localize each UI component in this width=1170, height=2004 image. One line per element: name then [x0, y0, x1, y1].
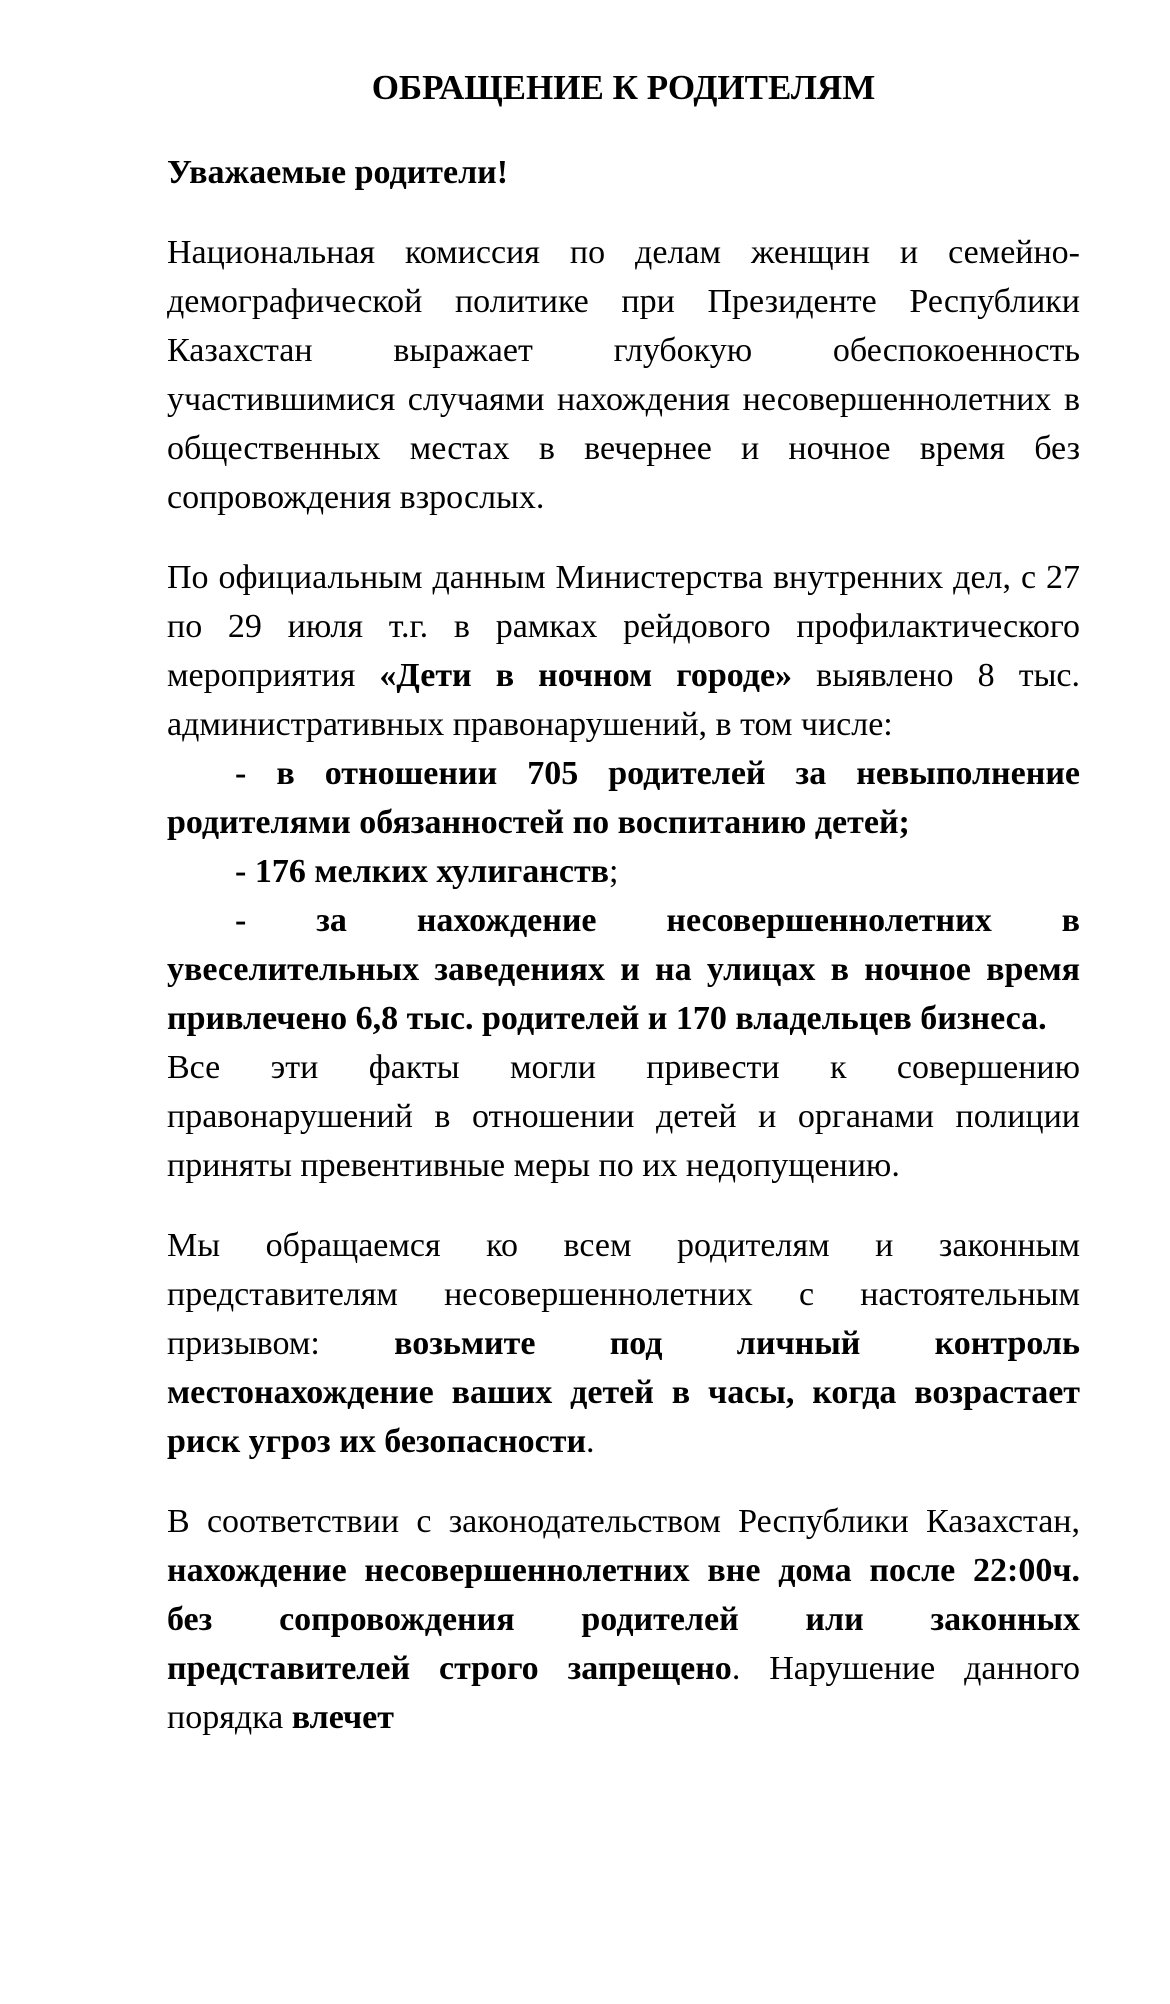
- document-title: ОБРАЩЕНИЕ К РОДИТЕЛЯМ: [371, 68, 876, 107]
- paragraph-preventive-measures: Все эти факты могли привести к совершению правонарушений в отношении детей и органами полиции приняты превентивные меры по их недопущению.: [167, 1049, 1080, 1184]
- mvd-outro-text: выявлено 8 тыс. административных правонарушений, в том числе:: [167, 657, 1081, 743]
- list-item-punctuation: ;: [609, 853, 619, 890]
- greeting: Уважаемые родители!: [167, 154, 509, 191]
- list-item-parents-705: [167, 749, 1080, 847]
- list-item-hooliganism: [167, 847, 1080, 896]
- paragraph-appeal: [167, 1221, 1080, 1466]
- appeal-punctuation: .: [586, 1423, 595, 1460]
- paragraph-legislation: [167, 1497, 1080, 1742]
- legislation-mid: . Нарушение данного порядка: [167, 1650, 1080, 1736]
- paragraph-commission-concern: Национальная комиссия по делам женщин и семейно-демографической политике при Президенте Республики Казахстан выражает глубокую обеспокоенность участившимися случаями нахождения несовершеннолетних в общественных местах в вечернее и ночное время без сопровождения взрослых.: [167, 234, 1080, 516]
- list-item-text: - в отношении 705 родителей за невыполнение родителями обязанностей по воспитанию детей;: [167, 755, 1080, 841]
- appeal-call: возьмите под личный контроль местонахождение ваших детей в часы, когда возрастает риск угроз их безопасности: [167, 1325, 1080, 1460]
- legislation-consequence: влечет: [291, 1699, 394, 1736]
- list-item-text: - 176 мелких хулиганств: [235, 853, 610, 890]
- curfew-rule: нахождение несовершеннолетних вне дома после 22:00ч. без сопровождения родителей или законных представителей строго запрещено: [167, 1552, 1080, 1687]
- document-page: [167, 58, 1080, 1742]
- paragraph-mvd-data: [167, 553, 1080, 749]
- appeal-intro: Мы обращаемся ко всем родителям и законным представителям несовершеннолетних с настоятельным призывом:: [167, 1227, 1080, 1362]
- list-item-entertainment-venues: [167, 896, 1080, 1043]
- legislation-intro: В соответствии с законодательством Республики Казахстан,: [167, 1503, 1080, 1540]
- list-item-text: - за нахождение несовершеннолетних в увеселительных заведениях и на улицах в ночное время привлечено 6,8 тыс. родителей и 170 владельцев бизнеса.: [167, 902, 1080, 1037]
- event-name: «Дети в ночном городе»: [379, 657, 793, 694]
- mvd-intro-text: По официальным данным Министерства внутренних дел, с 27 по 29 июля т.г. в рамках рейдового профилактического мероприятия: [167, 559, 1080, 694]
